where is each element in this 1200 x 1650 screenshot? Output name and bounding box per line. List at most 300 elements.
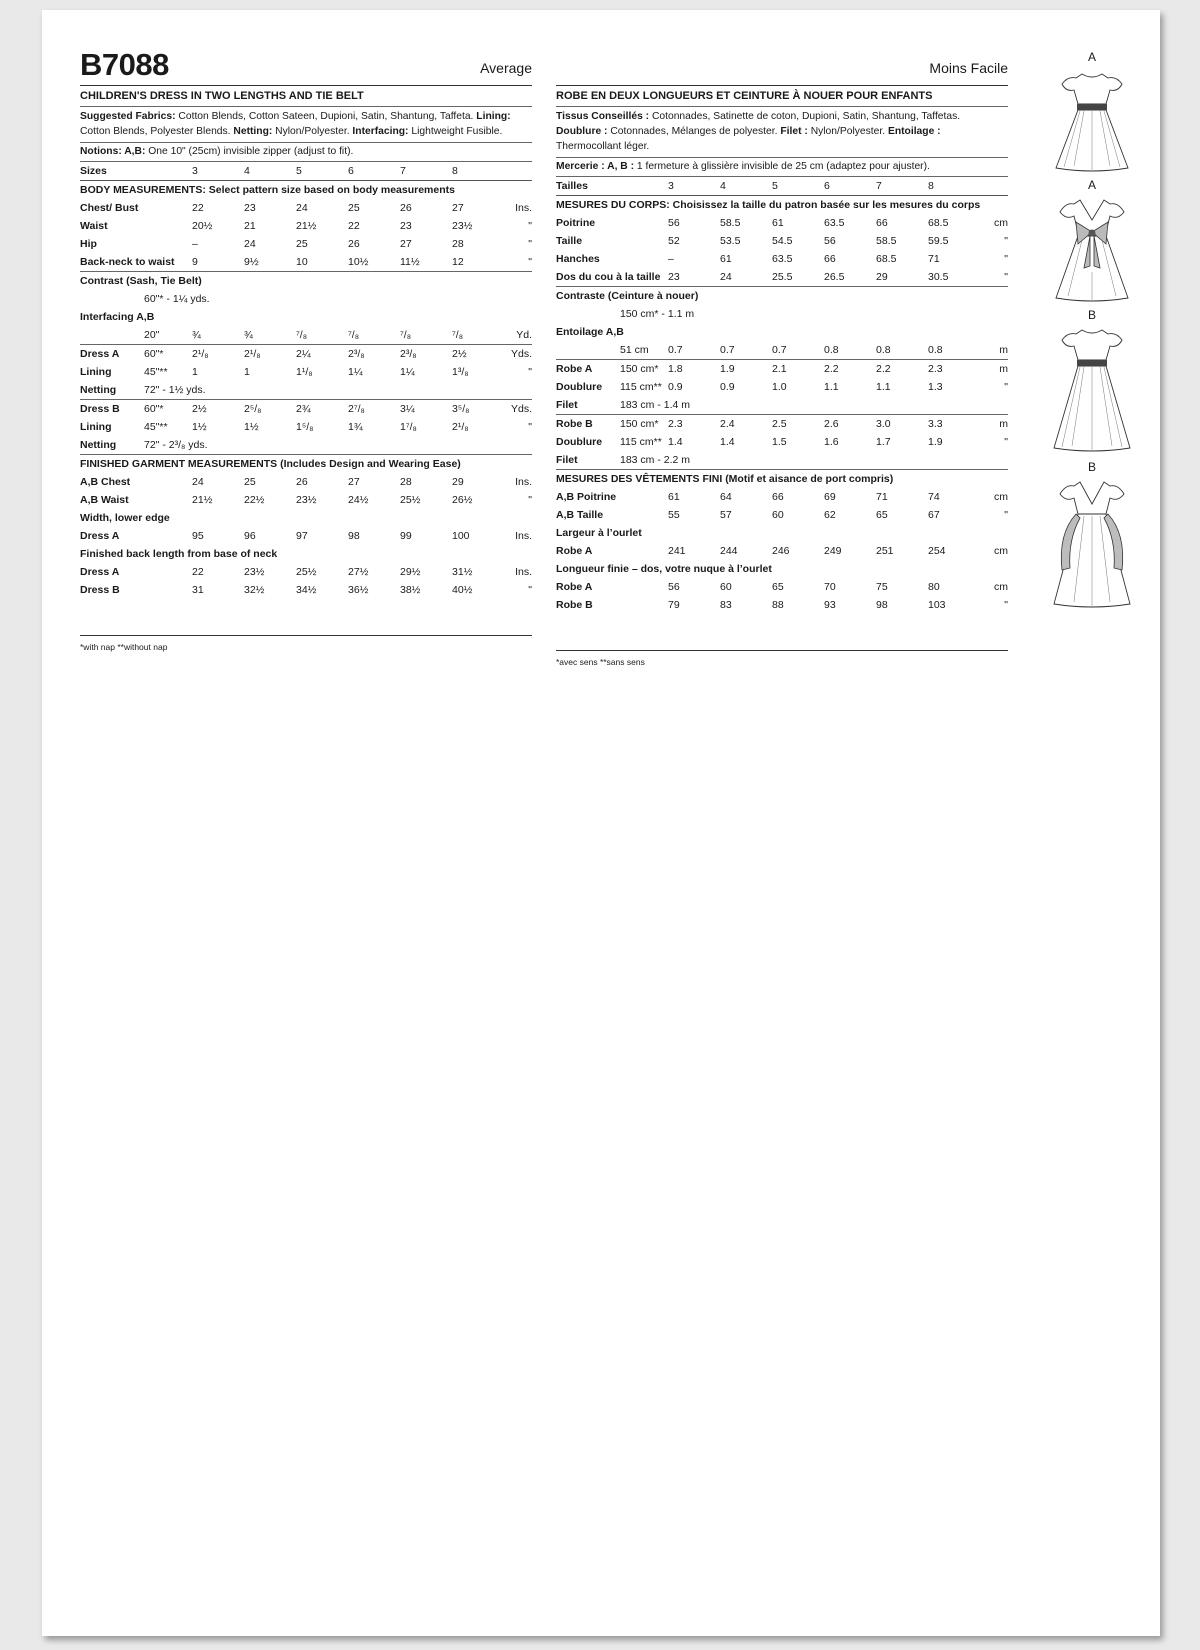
value-cell: ⁷/₈ xyxy=(296,329,308,341)
row-label: Back-neck to waist xyxy=(80,256,175,268)
value-cell: 28 xyxy=(452,238,464,250)
contrast-heading xyxy=(80,272,532,291)
row-label: Dress A xyxy=(80,566,120,578)
value-cell: 31½ xyxy=(452,566,473,578)
value-cell: 26½ xyxy=(452,494,473,506)
unit-cell: " xyxy=(1004,436,1008,448)
netting-text: Nylon/Polyester. xyxy=(807,126,888,137)
interfacing-label: Interfacing: xyxy=(352,126,409,137)
finished-row xyxy=(556,506,1008,524)
value-cell: 0.7 xyxy=(720,344,735,356)
value-cell: 24 xyxy=(720,271,732,283)
value-cell: 74 xyxy=(928,491,940,503)
notions-text: One 10" (25cm) invisible zipper (adjust to fit). xyxy=(145,146,354,157)
sizes-label: Tailles xyxy=(556,177,620,196)
dress-b-yardage-row xyxy=(80,418,532,436)
value-cell: 21½ xyxy=(192,494,213,506)
value-cell: 2¹/₈ xyxy=(452,421,469,433)
unit-cell: m xyxy=(999,344,1008,356)
unit-cell: cm xyxy=(994,217,1008,229)
row-width xyxy=(620,542,668,560)
body-row xyxy=(556,250,1008,268)
notions-label: Mercerie : A, B : xyxy=(556,161,635,172)
value-cell: 71 xyxy=(876,491,888,503)
row-width xyxy=(620,506,668,524)
unit-cell: Ins. xyxy=(515,476,532,488)
size-cell: 5 xyxy=(772,177,824,196)
dress-a-front-icon xyxy=(1052,64,1132,172)
length-row xyxy=(556,596,1008,614)
value-cell: 83 xyxy=(720,599,732,611)
unit-cell: Yds. xyxy=(502,400,532,419)
row-width: 45"** xyxy=(144,421,168,433)
row-width: 115 cm** xyxy=(620,436,662,448)
row-width xyxy=(144,235,192,253)
unit-cell: Ins. xyxy=(515,566,532,578)
sizes-label: Sizes xyxy=(80,162,144,181)
row-width: 60"* xyxy=(144,400,192,419)
row-label: Doublure xyxy=(556,436,603,448)
size-cell: 6 xyxy=(824,177,876,196)
row-label: Robe A xyxy=(556,545,593,557)
value-cell: 10½ xyxy=(348,256,369,268)
value-cell: 40½ xyxy=(452,584,473,596)
body-measurements-heading-text: BODY MEASUREMENTS: Select pattern size based on body measurements xyxy=(80,184,455,196)
value-cell: 65 xyxy=(876,509,888,521)
value-cell: 27 xyxy=(400,238,412,250)
measurement-table xyxy=(556,176,1008,614)
width-row xyxy=(556,542,1008,560)
body-row xyxy=(80,199,532,217)
illustration-dress-b-back xyxy=(1042,460,1142,610)
value-cell: 75 xyxy=(876,581,888,593)
value-cell: 80 xyxy=(928,581,940,593)
body-row xyxy=(80,217,532,235)
body-row xyxy=(556,214,1008,232)
value-cell: 96 xyxy=(244,530,256,542)
length-heading-text: Finished back length from base of neck xyxy=(80,548,278,560)
fabric-description xyxy=(556,106,1008,157)
row-label: Dos du cou à la taille xyxy=(556,271,661,283)
size-cell: 7 xyxy=(400,162,452,181)
value-cell: 56 xyxy=(824,235,836,247)
value-cell: 61 xyxy=(720,253,732,265)
value-cell: 24 xyxy=(296,202,308,214)
value-cell: 20½ xyxy=(192,220,213,232)
view-label: B xyxy=(1087,460,1096,474)
sizes-spacer xyxy=(620,177,668,196)
value-cell: 58.5 xyxy=(720,217,741,229)
value-cell: 26 xyxy=(400,202,412,214)
contrast-yardage xyxy=(556,305,1008,323)
value-cell: 2.3 xyxy=(668,415,720,434)
value-cell: 0.9 xyxy=(668,381,683,393)
unit-cell: " xyxy=(528,421,532,433)
dress-a-yardage-row xyxy=(80,363,532,381)
size-cell: 8 xyxy=(452,162,502,181)
value-cell: 1¾ xyxy=(348,421,363,433)
row-label: A,B Chest xyxy=(80,476,131,488)
netting-label: Netting xyxy=(80,384,117,396)
row-width xyxy=(144,527,192,545)
value-cell: ⁷/₈ xyxy=(348,329,360,341)
value-cell: 2³/₈ xyxy=(400,345,452,364)
netting-a-row xyxy=(80,381,532,400)
interfacing-text: Lightweight Fusible. xyxy=(408,126,503,137)
unit-cell: " xyxy=(1004,509,1008,521)
view-label: A xyxy=(1087,50,1096,64)
contrast-heading-text: Contrast (Sash, Tie Belt) xyxy=(80,272,532,291)
finished-measurements-heading xyxy=(556,470,1008,489)
value-cell: 1½ xyxy=(244,421,259,433)
notions xyxy=(556,157,1008,176)
value-cell: 29 xyxy=(876,271,888,283)
value-cell: 68.5 xyxy=(928,217,949,229)
finished-row xyxy=(80,491,532,509)
value-cell: 1.1 xyxy=(876,381,891,393)
value-cell: 2.3 xyxy=(928,360,978,379)
row-label: A,B Waist xyxy=(80,494,129,506)
unit-cell: " xyxy=(1004,235,1008,247)
unit-cell: " xyxy=(528,494,532,506)
value-cell: 2¼ xyxy=(296,345,348,364)
width-row xyxy=(80,527,532,545)
row-width: 115 cm** xyxy=(620,381,662,393)
sizes-unit-spacer xyxy=(502,162,532,181)
unit-cell: m xyxy=(978,360,1008,379)
value-cell: 1.9 xyxy=(928,436,943,448)
dress-a-yardage-row xyxy=(80,345,532,364)
value-cell: 79 xyxy=(668,599,680,611)
dress-b-yardage-row xyxy=(556,433,1008,451)
dress-a-yardage-row xyxy=(556,378,1008,396)
value-cell: 38½ xyxy=(400,584,421,596)
value-cell: 2³/₈ xyxy=(348,345,400,364)
row-width xyxy=(620,250,668,268)
header xyxy=(556,48,1008,82)
value-cell: 1.0 xyxy=(772,381,787,393)
contrast-yardage-text: 150 cm* - 1.1 m xyxy=(620,308,695,320)
netting-yardage: 183 cm - 1.4 m xyxy=(620,399,691,411)
body-measurements-heading-text: MESURES DU CORPS: Choisissez la taille du patron basée sur les mesures du corps xyxy=(556,199,981,211)
size-cell: 8 xyxy=(928,177,978,196)
value-cell: 21½ xyxy=(296,220,317,232)
value-cell: 1.4 xyxy=(720,436,735,448)
value-cell: 88 xyxy=(772,599,784,611)
body-measurements-heading xyxy=(80,181,532,200)
value-cell: ¾ xyxy=(192,329,201,341)
sizes-unit-spacer xyxy=(978,177,1008,196)
value-cell: 2.2 xyxy=(876,360,928,379)
value-cell: 100 xyxy=(452,530,470,542)
value-cell: 36½ xyxy=(348,584,369,596)
size-cell: 7 xyxy=(876,177,928,196)
value-cell: 244 xyxy=(720,545,738,557)
value-cell: 241 xyxy=(668,545,686,557)
length-heading-text: Longueur finie – dos, votre nuque à l’ourlet xyxy=(556,563,772,575)
row-label: Doublure xyxy=(556,381,603,393)
value-cell: 23 xyxy=(400,220,412,232)
size-cell: 3 xyxy=(668,177,720,196)
value-cell: 9½ xyxy=(244,256,259,268)
illustration-dress-a-front xyxy=(1042,50,1142,172)
value-cell: 98 xyxy=(348,530,360,542)
value-cell: 29 xyxy=(452,476,464,488)
value-cell: 3¼ xyxy=(400,400,452,419)
value-cell: 63.5 xyxy=(824,217,845,229)
interfacing-row xyxy=(556,341,1008,360)
size-cell: 5 xyxy=(296,162,348,181)
value-cell: 1.8 xyxy=(668,360,720,379)
netting-yardage: 183 cm - 2.2 m xyxy=(620,454,691,466)
value-cell: 22 xyxy=(192,566,204,578)
value-cell: 3.0 xyxy=(876,415,928,434)
row-width: 60"* xyxy=(144,345,192,364)
row-label: Waist xyxy=(80,220,108,232)
lining-text: Cotonnades, Mélanges de polyester. xyxy=(607,126,781,137)
lining-text: Cotton Blends, Polyester Blends. xyxy=(80,126,234,137)
value-cell: 0.9 xyxy=(720,381,735,393)
row-label xyxy=(80,326,144,345)
value-cell: 2.5 xyxy=(772,415,824,434)
size-cell: 4 xyxy=(244,162,296,181)
value-cell: 3.3 xyxy=(928,415,978,434)
row-width: 51 cm xyxy=(620,344,649,356)
row-label: Dress A xyxy=(80,345,144,364)
illustration-dress-a-back xyxy=(1042,178,1142,304)
unit-cell: " xyxy=(1004,599,1008,611)
unit-cell: " xyxy=(1004,271,1008,283)
english-column xyxy=(80,48,532,652)
width-heading xyxy=(80,509,532,527)
header xyxy=(80,48,532,82)
lining-label: Doublure : xyxy=(556,126,608,137)
value-cell: 32½ xyxy=(244,584,265,596)
row-width xyxy=(144,563,192,581)
finished-row xyxy=(80,473,532,491)
value-cell: 2⁵/₈ xyxy=(244,400,296,419)
unit-cell: " xyxy=(528,238,532,250)
value-cell: 24 xyxy=(192,476,204,488)
value-cell: 21 xyxy=(244,220,256,232)
value-cell: 53.5 xyxy=(720,235,741,247)
value-cell: 52 xyxy=(668,235,680,247)
view-label: A xyxy=(1087,178,1096,192)
value-cell: 56 xyxy=(668,217,680,229)
netting-a-row xyxy=(556,396,1008,415)
sizes-spacer xyxy=(144,162,192,181)
value-cell: 1.9 xyxy=(720,360,772,379)
value-cell: 95 xyxy=(192,530,204,542)
row-label: Chest/ Bust xyxy=(80,202,139,214)
value-cell: 57 xyxy=(720,509,732,521)
unit-cell: " xyxy=(528,256,532,268)
value-cell: 2¹/₈ xyxy=(192,345,244,364)
body-row xyxy=(556,232,1008,250)
size-cell: 3 xyxy=(192,162,244,181)
value-cell: 10 xyxy=(296,256,308,268)
value-cell: 22 xyxy=(348,220,360,232)
size-cell: 4 xyxy=(720,177,772,196)
value-cell: 61 xyxy=(668,491,680,503)
pattern-sheet xyxy=(42,10,1160,1636)
dress-b-yardage-row xyxy=(80,400,532,419)
row-label: Hanches xyxy=(556,253,600,265)
finished-measurements-heading-text: MESURES DES VÊTEMENTS FINI (Motif et aisance de port compris) xyxy=(556,470,1008,489)
value-cell: ⁷/₈ xyxy=(400,329,412,341)
value-cell: ¾ xyxy=(244,329,253,341)
row-width xyxy=(144,491,192,509)
interfacing-heading-text: Entoilage A,B xyxy=(556,326,624,338)
value-cell: 26.5 xyxy=(824,271,845,283)
contrast-yardage xyxy=(80,290,532,308)
value-cell: 54.5 xyxy=(772,235,793,247)
value-cell: 1½ xyxy=(192,421,207,433)
finished-row xyxy=(556,488,1008,506)
body-measurements-heading xyxy=(556,196,1008,215)
value-cell: 26 xyxy=(296,476,308,488)
value-cell: ⁷/₈ xyxy=(452,329,464,341)
value-cell: 68.5 xyxy=(876,253,897,265)
dress-a-yardage-row xyxy=(556,360,1008,379)
value-cell: 69 xyxy=(824,491,836,503)
interfacing-text: Thermocollant léger. xyxy=(556,141,650,152)
value-cell: 70 xyxy=(824,581,836,593)
value-cell: 11½ xyxy=(400,256,420,268)
unit-cell: Yd. xyxy=(516,329,532,341)
netting-text: Nylon/Polyester. xyxy=(272,126,353,137)
row-label: Dress B xyxy=(80,400,144,419)
value-cell: 2.2 xyxy=(824,360,876,379)
value-cell: 23½ xyxy=(452,220,473,232)
value-cell: 23½ xyxy=(296,494,317,506)
value-cell: 34½ xyxy=(296,584,317,596)
finished-measurements-heading xyxy=(80,455,532,474)
value-cell: 2½ xyxy=(452,345,502,364)
value-cell: 23½ xyxy=(244,566,265,578)
value-cell: 2.1 xyxy=(772,360,824,379)
value-cell: 93 xyxy=(824,599,836,611)
size-cell: 6 xyxy=(348,162,400,181)
row-width xyxy=(620,578,668,596)
row-label: Lining xyxy=(80,421,112,433)
value-cell: 66 xyxy=(824,253,836,265)
dress-b-yardage-row xyxy=(556,415,1008,434)
fabrics-label: Suggested Fabrics: xyxy=(80,111,176,122)
netting-label: Filet : xyxy=(780,126,808,137)
value-cell: 25 xyxy=(244,476,256,488)
unit-cell: " xyxy=(528,584,532,596)
value-cell: 1¼ xyxy=(400,366,415,378)
unit-cell: cm xyxy=(994,491,1008,503)
contrast-heading xyxy=(556,287,1008,306)
value-cell: 25½ xyxy=(296,566,317,578)
fabrics-text: Cotonnades, Satinette de coton, Dupioni, Satin, Shantung, Taffetas. xyxy=(649,111,961,122)
value-cell: 254 xyxy=(928,545,946,557)
value-cell: 22 xyxy=(192,202,204,214)
footnote: *with nap **without nap xyxy=(80,642,168,652)
unit-cell: Ins. xyxy=(515,202,532,214)
netting-label: Netting: xyxy=(233,126,273,137)
dress-b-back-icon xyxy=(1052,474,1132,610)
value-cell: 27 xyxy=(452,202,464,214)
row-width xyxy=(620,214,668,232)
netting-b-row xyxy=(80,436,532,455)
value-cell: 1⁷/₈ xyxy=(400,421,417,433)
interfacing-row xyxy=(80,326,532,345)
row-label: Lining xyxy=(80,366,112,378)
value-cell: 56 xyxy=(668,581,680,593)
interfacing-heading xyxy=(80,308,532,326)
value-cell: 59.5 xyxy=(928,235,949,247)
value-cell: 1.7 xyxy=(876,436,891,448)
row-width: 45"** xyxy=(144,366,168,378)
row-label: Dress B xyxy=(80,584,120,596)
unit-cell: " xyxy=(528,220,532,232)
value-cell: 1.5 xyxy=(772,436,787,448)
value-cell: 1.3 xyxy=(928,381,943,393)
body-row xyxy=(80,253,532,272)
finished-measurements-heading-text: FINISHED GARMENT MEASUREMENTS (Includes Design and Wearing Ease) xyxy=(80,455,532,474)
value-cell: 3⁵/₈ xyxy=(452,400,502,419)
row-width: 150 cm* xyxy=(620,415,668,434)
value-cell: 25½ xyxy=(400,494,421,506)
value-cell: 1.6 xyxy=(824,436,839,448)
interfacing-heading-text: Interfacing A,B xyxy=(80,311,155,323)
value-cell: 25 xyxy=(296,238,308,250)
value-cell: 31 xyxy=(192,584,204,596)
value-cell: 23 xyxy=(244,202,256,214)
interfacing-heading xyxy=(556,323,1008,341)
sizes-row xyxy=(556,177,1008,196)
value-cell: 66 xyxy=(876,217,888,229)
value-cell: 66 xyxy=(772,491,784,503)
value-cell: 28 xyxy=(400,476,412,488)
length-heading xyxy=(80,545,532,563)
row-label: Dress A xyxy=(80,530,120,542)
value-cell: 24 xyxy=(244,238,256,250)
body-row xyxy=(80,235,532,253)
unit-cell: Ins. xyxy=(515,530,532,542)
row-label: Robe A xyxy=(556,581,593,593)
difficulty-level: Average xyxy=(480,60,532,76)
value-cell: 22½ xyxy=(244,494,265,506)
unit-cell: cm xyxy=(994,545,1008,557)
body-row xyxy=(556,268,1008,287)
value-cell: 1¹/₈ xyxy=(296,366,313,378)
value-cell: 58.5 xyxy=(876,235,897,247)
netting-label: Netting xyxy=(80,439,117,451)
netting-yardage: 72" - 1½ yds. xyxy=(144,384,206,396)
value-cell: 2½ xyxy=(192,400,244,419)
contrast-heading-text: Contraste (Ceinture à nouer) xyxy=(556,287,1008,306)
dress-b-front-icon xyxy=(1052,322,1132,454)
width-heading xyxy=(556,524,1008,542)
french-column xyxy=(556,48,1008,667)
value-cell: 1.4 xyxy=(668,436,683,448)
row-label: Taille xyxy=(556,235,583,247)
width-heading-text: Largeur à l’ourlet xyxy=(556,527,642,539)
unit-cell: " xyxy=(528,366,532,378)
netting-label: Filet xyxy=(556,399,578,411)
netting-label: Filet xyxy=(556,454,578,466)
measurement-table xyxy=(80,161,532,599)
value-cell: 27½ xyxy=(348,566,369,578)
value-cell: 99 xyxy=(400,530,412,542)
value-cell: 25.5 xyxy=(772,271,793,283)
row-width xyxy=(620,232,668,250)
value-cell: 249 xyxy=(824,545,842,557)
